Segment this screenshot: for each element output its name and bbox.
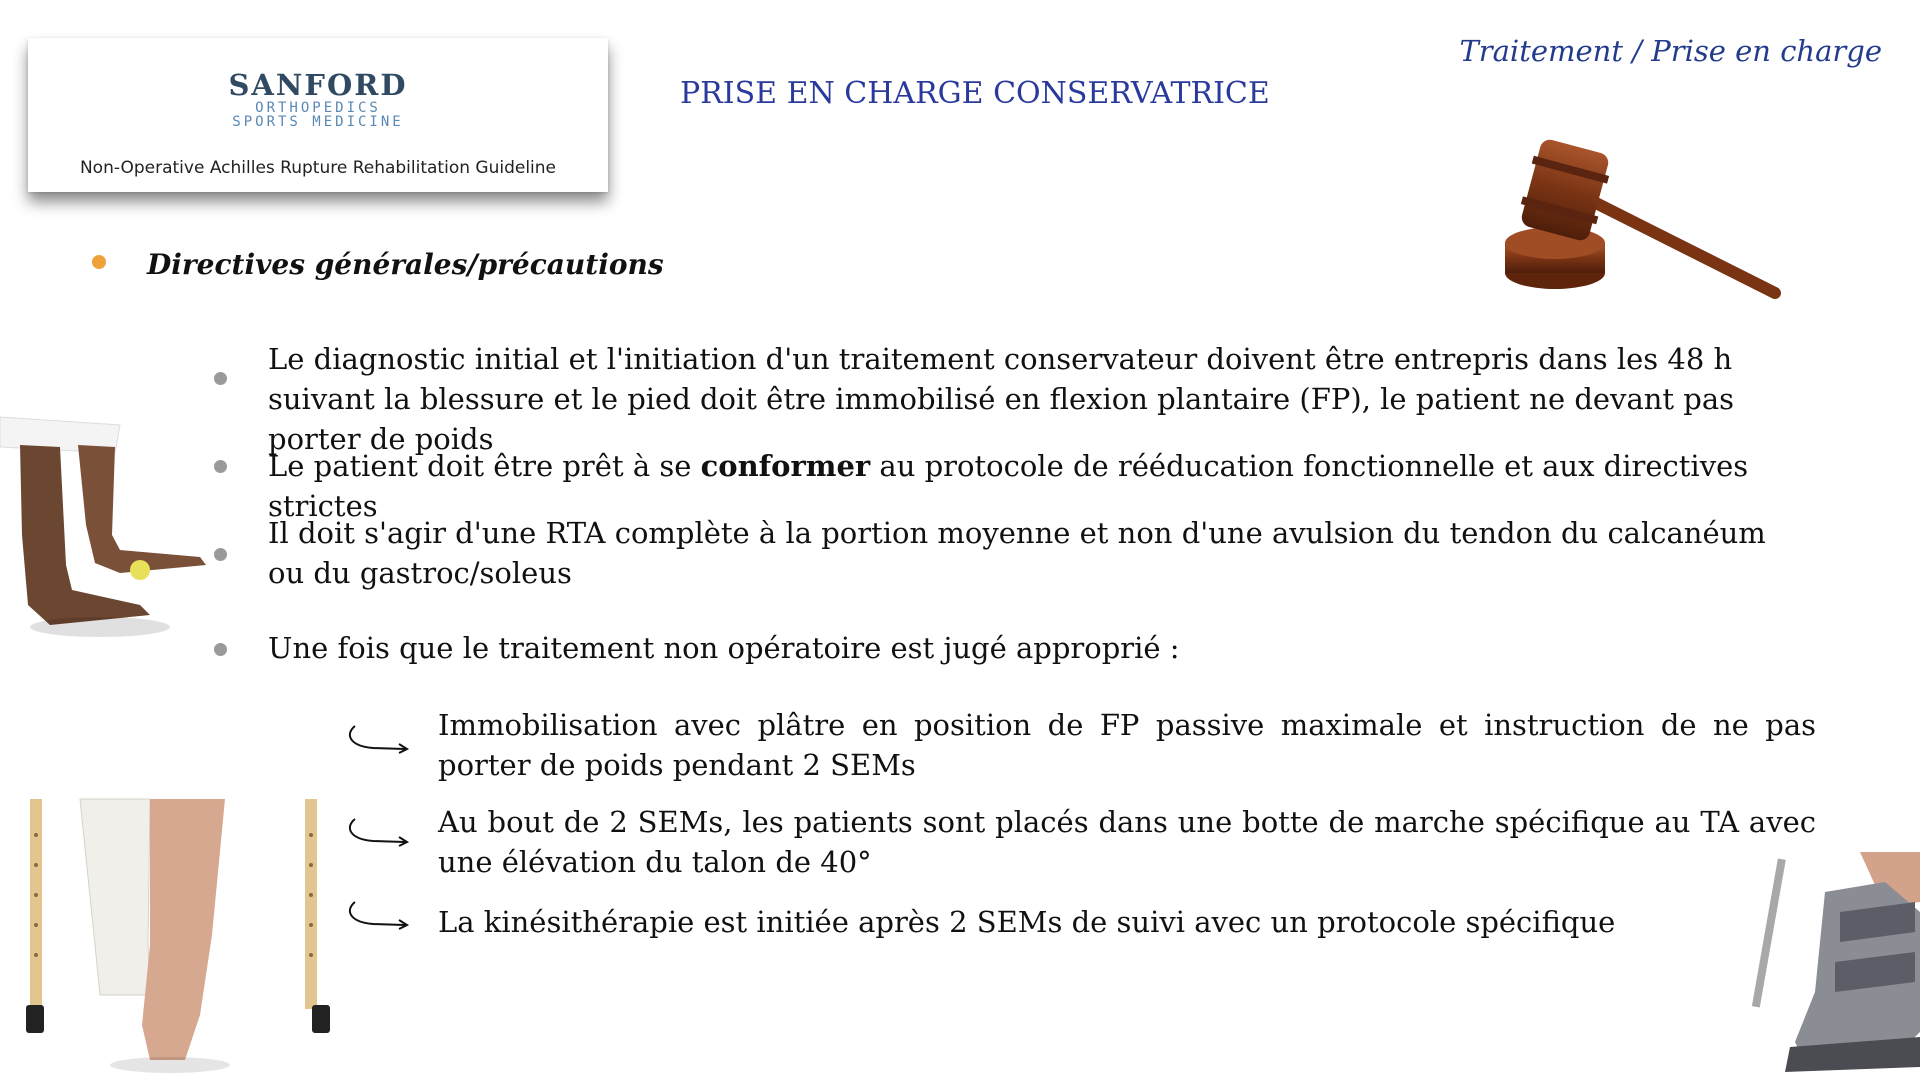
bullet-item-1: Le diagnostic initial et l'initiation d'un traitement conservateur doivent être entrepris dans les 48 h suivant la blessure et le pied doit être immobilisé en flexion plantaire (FP), le patient ne devant pas porter de poids: [268, 342, 1735, 456]
logo-caption: Non-Operative Achilles Rupture Rehabilitation Guideline: [79, 158, 557, 178]
cast-crutches-image: [0, 795, 350, 1080]
bullet-item-4: Une fois que le traitement non opératoire est jugé approprié :: [268, 631, 1180, 665]
curved-arrow-icon: [343, 898, 413, 930]
main-bullet: [92, 255, 106, 269]
bullet-item-3: Il doit s'agir d'une RTA complète à la portion moyenne et non d'une avulsion du tendon du calcanéum ou du gastroc/soleus: [268, 516, 1766, 590]
section-heading: Directives générales/précautions: [147, 248, 664, 281]
bullet-item-2-emphasis: conformer: [700, 449, 871, 483]
sub-item-3: La kinésithérapie est initiée après 2 SEMs de suivi avec un protocole spécifique: [438, 905, 1616, 939]
sub-item-2: Au bout de 2 SEMs, les patients sont placés dans une botte de marche spécifique au TA avec une élévation du talon de 40°: [438, 805, 1816, 879]
bullet-item-2-text-end: au protocole de rééducation fonctionnelle et aux directives strictes: [268, 449, 1749, 523]
slide-title: PRISE EN CHARGE CONSERVATRICE: [680, 76, 1270, 111]
bullet-dot: [214, 372, 227, 385]
curved-arrow-icon: [343, 722, 413, 754]
breadcrumb: Traitement / Prise en charge: [1459, 34, 1882, 68]
logo-subtitle-1: ORTHOPEDICS: [255, 100, 381, 116]
logo-subtitle-2: SPORTS MEDICINE: [232, 114, 404, 130]
foot-exercise-image: [0, 415, 225, 645]
sub-item-1: Immobilisation avec plâtre en position de FP passive maximale et instruction de ne pas porter de poids pendant 2 SEMs: [438, 708, 1816, 782]
logo-name: SANFORD: [228, 68, 408, 102]
walking-boot-image: [1745, 852, 1920, 1080]
curved-arrow-icon: [343, 815, 413, 847]
gavel-image: [1500, 135, 1790, 310]
bullet-item-2-text: Le patient doit être prêt à se: [268, 449, 701, 483]
logo-card: [28, 38, 608, 192]
